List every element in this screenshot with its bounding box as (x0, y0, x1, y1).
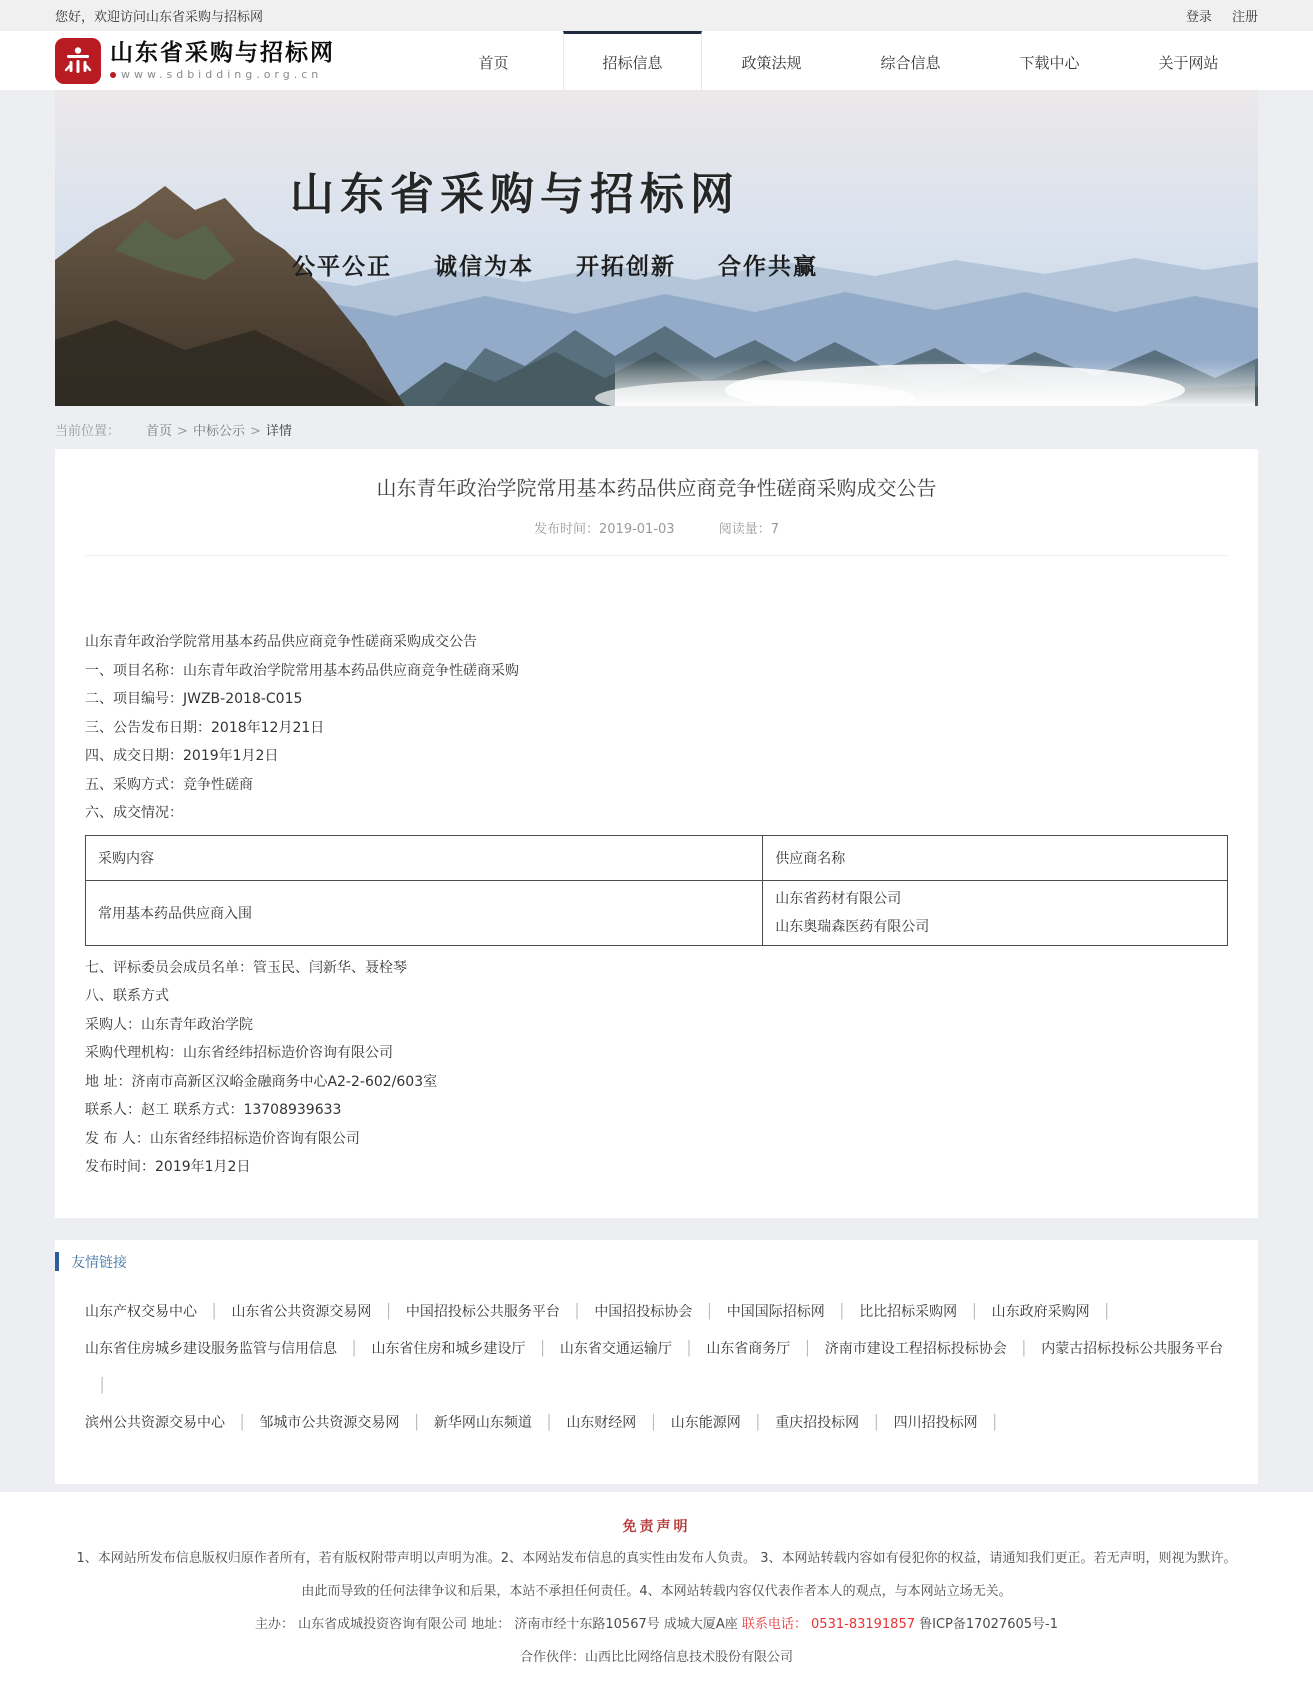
banner-slogan-item: 开拓创新 (576, 254, 676, 280)
link-separator: │ (350, 1340, 359, 1357)
friend-link[interactable]: 中国国际招标网 (726, 1303, 825, 1320)
table-header-cell: 采购内容 (86, 835, 763, 880)
friend-links-title: 友情链接 (71, 1254, 127, 1271)
register-link[interactable]: 注册 (1231, 10, 1258, 25)
friend-link[interactable]: 四川招投标网 (893, 1414, 978, 1431)
link-separator: │ (990, 1414, 1000, 1431)
article-paragraph: 四、成交日期：2019年1月2日 (85, 748, 279, 764)
friend-link[interactable]: 山东财经网 (566, 1414, 637, 1431)
article-paragraph: 发 布 人：山东省经纬招标造价咨询有限公司 (85, 1130, 360, 1147)
link-separator: │ (238, 1414, 247, 1431)
link-separator: │ (98, 1377, 107, 1394)
article-paragraph: 山东青年政治学院常用基本药品供应商竞争性磋商采购成交公告 (85, 634, 477, 650)
blue-bar-icon (55, 1252, 59, 1271)
breadcrumb-link[interactable]: 首页 (146, 424, 173, 439)
breadcrumb (55, 420, 1258, 439)
banner-slogan-item: 诚信为本 (434, 254, 534, 280)
disclaimer-line-2: 由此而导致的任何法律争议和后果，本站不承担任何责任。4、本网站转载内容仅代表作者本人的观点，与本网站立场无关。 (301, 1583, 1012, 1599)
article-paragraph: 地 址：济南市高新区汉峪金融商务中心A2-2-602/603室 (85, 1073, 438, 1090)
disclaimer-line-1: 1、本网站所发布信息版权归原作者所有，若有版权附带声明以声明为准。2、本网站发布信息的真实性由发布人负责。 3、本网站转载内容如有侵犯你的权益，请通知我们更正。若无声明，则视为默许。 (76, 1550, 1237, 1566)
supplier-name: 山东奥瑞森医药有限公司 (775, 918, 930, 935)
friend-link[interactable]: 中国招投标协会 (594, 1303, 693, 1320)
friend-link[interactable]: 新华网山东频道 (433, 1414, 532, 1431)
breadcrumb-link[interactable]: 中标公示 (192, 424, 245, 439)
article-paragraph: 发布时间：2019年1月2日 (85, 1159, 251, 1175)
contact-phone: 联系电话： 0531-83191857 (741, 1616, 915, 1632)
partner-line: 合作伙伴：山西比比网络信息技术股份有限公司 (519, 1649, 793, 1665)
award-result-table (85, 835, 1228, 946)
site-footer (0, 1492, 1313, 1698)
link-separator: │ (970, 1303, 979, 1320)
friend-link[interactable]: 比比招标采购网 (859, 1303, 958, 1320)
nav-tab-item[interactable]: 政策法规 (741, 53, 802, 72)
banner-slogan-item: 合作共赢 (718, 254, 818, 280)
article-paragraph: 三、公告发布日期：2018年12月21日 (85, 719, 325, 736)
friend-link[interactable]: 山东省住房城乡建设服务监管与信用信息 (85, 1340, 337, 1357)
red-dot-icon (110, 72, 116, 78)
link-separator: │ (1019, 1340, 1029, 1357)
friend-link[interactable]: 重庆招投标网 (775, 1414, 860, 1431)
top-utility-bar (0, 0, 1313, 31)
banner-title: 山东省采购与招标网 (290, 169, 740, 220)
breadcrumb-separator: > (249, 424, 261, 439)
link-separator: │ (837, 1303, 847, 1320)
main-navigation (424, 31, 1258, 90)
article-paragraph: 八、联系方式 (85, 988, 169, 1004)
nav-tab-item[interactable]: 综合信息 (880, 53, 941, 72)
friend-link[interactable]: 济南市建设工程招标投标协会 (824, 1340, 1007, 1357)
login-link[interactable]: 登录 (1185, 10, 1212, 25)
friend-links-header (55, 1252, 1258, 1272)
breadcrumb-current: 详情 (265, 424, 292, 439)
article-paragraph: 采购人：山东青年政治学院 (85, 1016, 253, 1033)
article-paragraph: 采购代理机构：山东省经纬招标造价咨询有限公司 (85, 1045, 393, 1061)
article-paragraph: 五、采购方式：竞争性磋商 (85, 776, 253, 793)
site-header (0, 31, 1313, 90)
article-panel (55, 449, 1258, 1218)
supplier-name: 山东省药材有限公司 (775, 890, 902, 907)
article-paragraph: 一、项目名称：山东青年政治学院常用基本药品供应商竞争性磋商采购 (85, 662, 519, 679)
friend-links-panel (55, 1240, 1258, 1484)
view-count: 阅读量：7 (718, 522, 779, 537)
friend-link[interactable]: 山东省交通运输厅 (559, 1340, 672, 1357)
nav-tab-item[interactable]: 首页 (478, 53, 509, 72)
friend-links-row (85, 1294, 1228, 1331)
site-brand[interactable] (55, 31, 335, 90)
link-separator: │ (803, 1340, 812, 1357)
nav-tab-active[interactable]: 招标信息 (563, 31, 702, 90)
link-separator: │ (384, 1303, 393, 1320)
friend-link[interactable]: 山东省住房和城乡建设厅 (371, 1340, 526, 1357)
host-info-line: 主办： 山东省成城投资咨询有限公司 地址： 济南市经十东路10567号 成城大厦A座 联系电话： 0531-83191857 鲁ICP备17027605号-1 (254, 1616, 1058, 1632)
breadcrumb-label: 当前位置： (55, 424, 121, 439)
link-separator: │ (872, 1414, 881, 1431)
link-separator: │ (705, 1303, 714, 1320)
friend-links-row (85, 1331, 1228, 1405)
purchase-content-cell: 常用基本药品供应商入围 (86, 880, 763, 945)
link-separator: │ (753, 1414, 763, 1431)
site-logo-seal-icon (55, 38, 101, 84)
site-url: www.sdbidding.org.cn (110, 68, 335, 81)
friend-link[interactable]: 滨州公共资源交易中心 (85, 1414, 225, 1431)
friend-link[interactable]: 山东省公共资源交易网 (231, 1303, 372, 1320)
article-body (85, 556, 1228, 1182)
disclaimer-title: 免责声明 (622, 1518, 691, 1535)
link-separator: │ (412, 1414, 421, 1431)
table-row (86, 880, 1228, 945)
friend-link[interactable]: 邹城市公共资源交易网 (259, 1414, 400, 1431)
article-paragraph: 二、项目编号：JWZB-2018-C015 (85, 691, 303, 707)
article-paragraph: 六、成交情况： (85, 805, 183, 821)
friend-link[interactable]: 山东省商务厅 (706, 1340, 791, 1357)
banner-slogan (292, 248, 860, 281)
banner-slogan-item: 公平公正 (292, 254, 392, 280)
table-header-cell: 供应商名称 (763, 835, 1228, 880)
friend-links-row (85, 1405, 1228, 1442)
link-separator: │ (538, 1340, 547, 1357)
welcome-text: 您好，欢迎访问山东省采购与招标网 (55, 10, 264, 25)
friend-link[interactable]: 山东政府采购网 (991, 1303, 1090, 1320)
friend-link[interactable]: 中国招投标公共服务平台 (405, 1303, 560, 1320)
link-separator: │ (544, 1414, 554, 1431)
publish-date: 发布时间：2019-01-03 (533, 522, 675, 537)
supplier-names-cell (763, 880, 1228, 945)
article-meta (85, 518, 1228, 556)
link-separator: │ (572, 1303, 582, 1320)
link-separator: │ (684, 1340, 694, 1357)
friend-link[interactable]: 内蒙古招标投标公共服务平台 (1041, 1340, 1224, 1357)
friend-link[interactable]: 山东产权交易中心 (85, 1303, 197, 1320)
breadcrumb-separator: > (177, 424, 188, 439)
link-separator: │ (649, 1414, 658, 1431)
article-title: 山东青年政治学院常用基本药品供应商竞争性磋商采购成交公告 (376, 476, 937, 500)
friend-link[interactable]: 山东能源网 (670, 1414, 741, 1431)
link-separator: │ (210, 1303, 219, 1320)
link-separator: │ (1102, 1303, 1112, 1320)
nav-tab-item[interactable]: 下载中心 (1019, 53, 1080, 72)
article-paragraph: 七、评标委员会成员名单：管玉民、闫新华、聂栓琴 (85, 959, 407, 976)
site-name: 山东省采购与招标网 (110, 40, 335, 66)
nav-tab-item[interactable]: 关于网站 (1158, 53, 1219, 72)
hero-banner (55, 90, 1258, 406)
article-paragraph: 联系人：赵工 联系方式：13708939633 (85, 1102, 342, 1118)
